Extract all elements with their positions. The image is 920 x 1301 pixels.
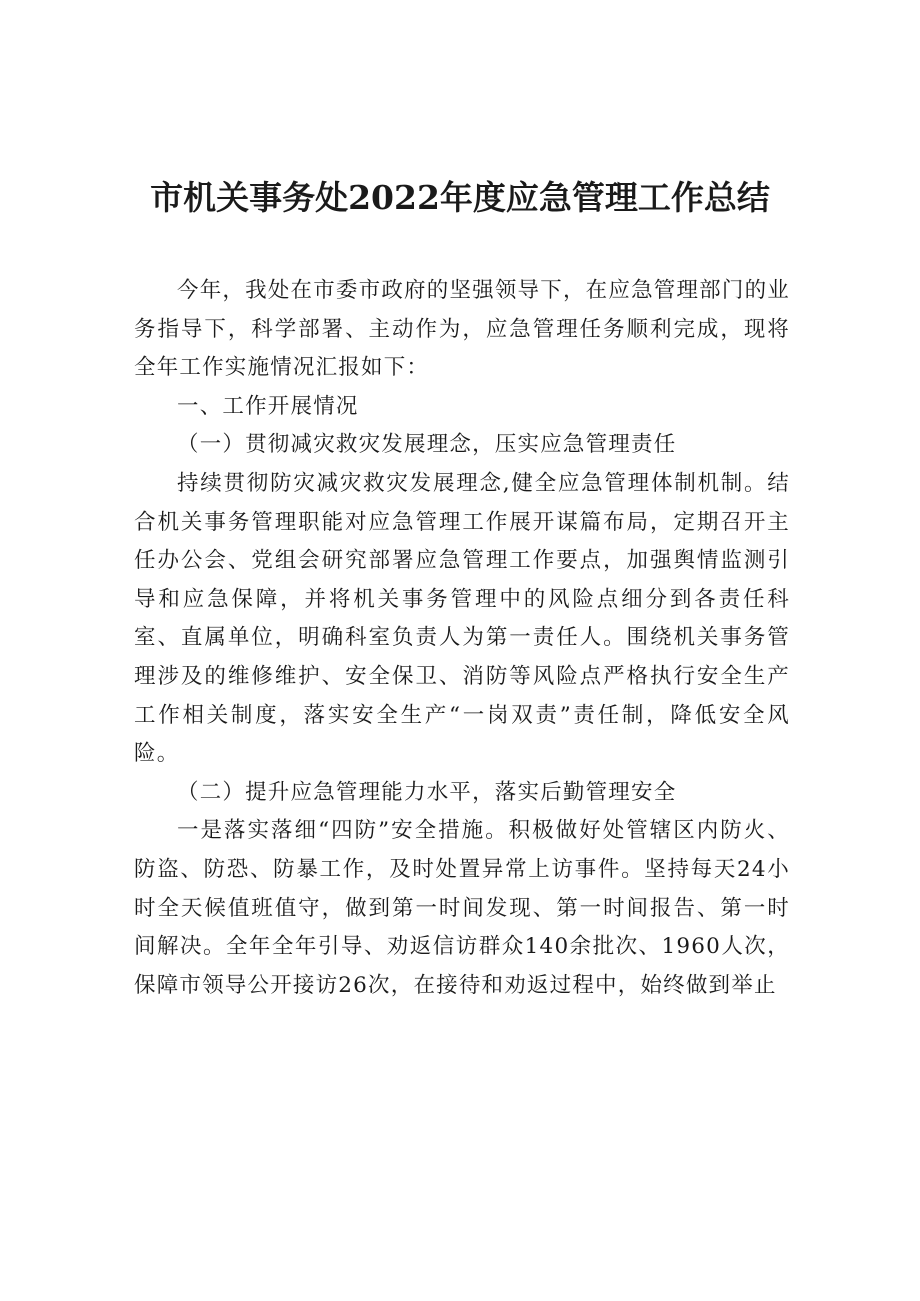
subsection-heading-2: （二）提升应急管理能力水平，落实后勤管理安全 [177, 779, 677, 805]
body-paragraph-2: 一是落实落细“四防”安全措施。积极做好处管辖区内防火、防盗、防恐、防暴工作，及时处置异常上访事件。坚持每天24小时全天候值班值守，做到第一时间发现、第一时间报告、第一时间解决。全年全年引导、劝返信访群众140余批次、1960人次，保障市领导公开接访26次，在接待和劝返过程中，始终做到举止 [134, 818, 790, 998]
subsection-heading-1: （一）贯彻减灾救灾发展理念，压实应急管理责任 [177, 432, 677, 458]
document-body [134, 272, 790, 1005]
section-heading-1: 一、工作开展情况 [177, 393, 359, 419]
intro-paragraph: 今年，我处在市委市政府的坚强领导下，在应急管理部门的业务指导下，科学部署、主动作为，应急管理任务顺利完成，现将全年工作实施情况汇报如下： [134, 278, 790, 381]
document-title: 市机关事务处2022年度应急管理工作总结 [150, 178, 770, 217]
body-paragraph-1: 持续贯彻防灾减灾救灾发展理念,健全应急管理体制机制。结合机关事务管理职能对应急管理工作展开谋篇布局，定期召开主任办公会、党组会研究部署应急管理工作要点，加强舆情监测引导和应急保障，并将机关事务管理中的风险点细分到各责任科室、直属单位，明确科室负责人为第一责任人。围绕机关事务管理涉及的维修维护、安全保卫、消防等风险点严格执行安全生产工作相关制度，落实安全生产“一岗双责”责任制，降低安全风险。 [134, 470, 790, 767]
